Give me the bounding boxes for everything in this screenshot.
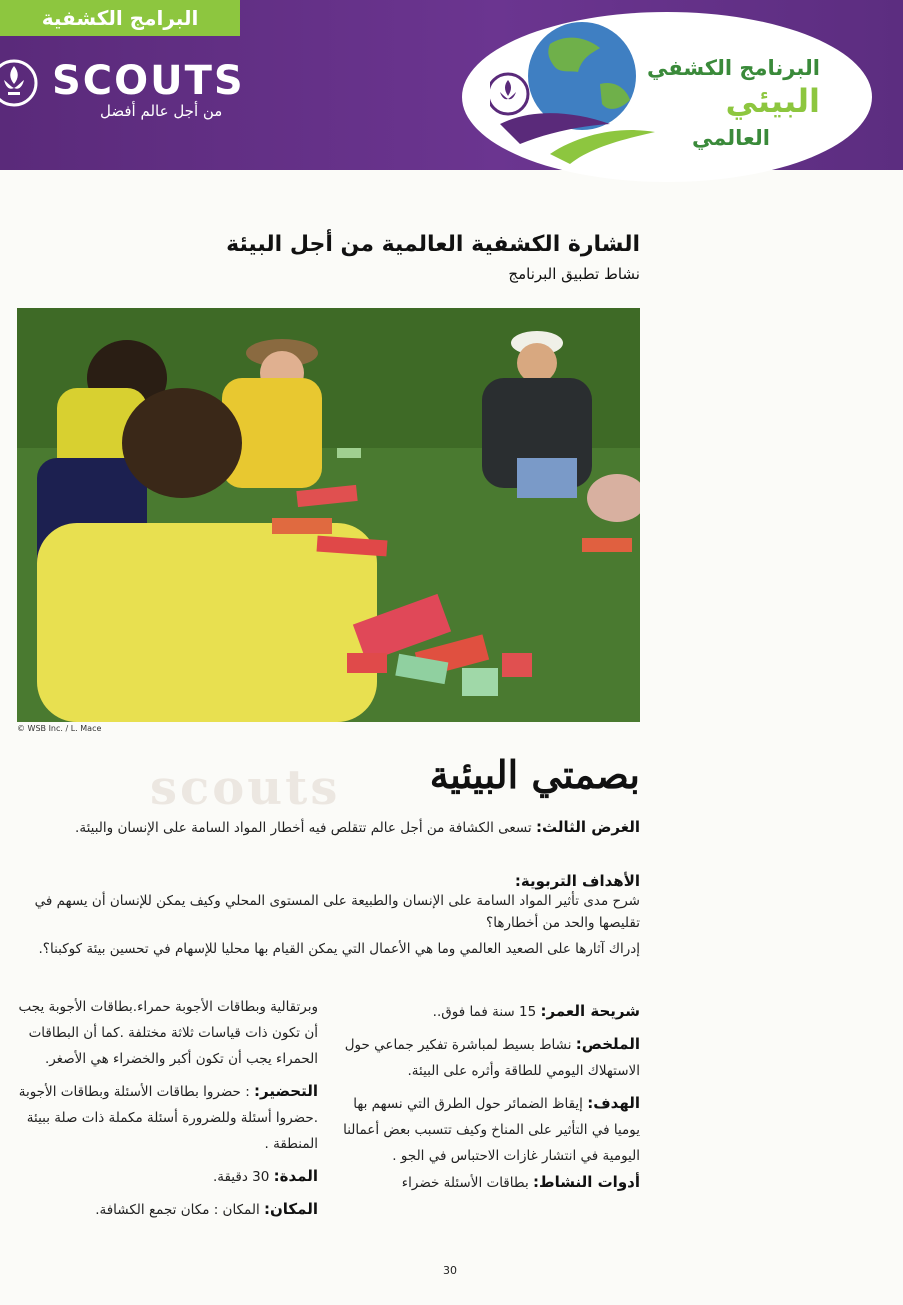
scouts-wordmark: SCOUTS <box>52 58 245 104</box>
summary-label: الملخص: <box>575 1035 640 1053</box>
program-title-line1: البرنامج الكشفي <box>647 56 820 80</box>
place-text: المكان : مكان تجمع الكشافة. <box>95 1202 260 1218</box>
right-column <box>335 998 640 1196</box>
age-label: شريحة العمر: <box>540 1002 640 1020</box>
scouts-tagline: من أجل عالم أفضل <box>100 102 223 120</box>
page-title: الشارة الكشفية العالمية من أجل البيئة <box>226 232 640 257</box>
photo-credit: © WSB Inc. / L. Mace <box>17 724 102 733</box>
globe-logo-icon <box>490 14 660 169</box>
age-text: 15 سنة فما فوق.. <box>432 1004 537 1020</box>
tools-continuation: وبرتقالية وبطاقات الأجوبة حمراء.بطاقات الأجوبة يجب أن تكون ذات قياسات ثلاثة مختلفة .كما أن البطاقات الحمراء يجب أن تكون أكبر والخضراء هي الأصغر. <box>18 999 318 1067</box>
goal-label: الهدف: <box>587 1094 640 1112</box>
purpose-text: تسعى الكشافة من أجل عالم تتقلص فيه أخطار المواد السامة على الإنسان والبيئة. <box>75 820 532 836</box>
activity-heading: بصمتي البيئية <box>429 752 640 797</box>
program-title-line2: البيئي <box>725 82 820 120</box>
prep-row <box>18 1078 318 1157</box>
purpose-paragraph <box>18 814 640 841</box>
summary-row <box>335 1031 640 1084</box>
summary-text: نشاط بسيط لمباشرة تفكير جماعي حول الاستهلاك اليومي للطاقة وأثره على البيئة. <box>344 1037 640 1079</box>
goal-item-1: شرح مدى تأثير المواد السامة على الإنسان والطبيعة على المستوى المحلي وكيف يمكن للإنسان أن يسهم في تقليصها والحد من أخطارها؟ <box>34 893 640 931</box>
scouts-fleur-de-lis-icon <box>0 58 38 108</box>
goal-item-2: إدراك آثارها على الصعيد العالمي وما هي الأعمال التي يمكن القيام بها محليا للإسهام في تحسين بيئة كوكبنا؟. <box>38 941 640 957</box>
age-row <box>335 998 640 1025</box>
tools-row <box>335 1169 640 1196</box>
place-row <box>18 1196 318 1223</box>
place-label: المكان: <box>264 1200 318 1218</box>
purpose-label: الغرض الثالث: <box>535 818 640 836</box>
program-title-line3: العالمي <box>691 126 770 150</box>
page-number: 30 <box>443 1264 457 1277</box>
tools-text: بطاقات الأسئلة خضراء <box>401 1175 529 1191</box>
duration-text: 30 دقيقة. <box>212 1169 270 1185</box>
section-tag: البرامج الكشفية <box>0 0 240 36</box>
tools-label: أدوات النشاط: <box>533 1173 640 1191</box>
goal-text: إيقاظ الضمائر حول الطرق التي نسهم بها يوميا في التأثير على المناخ وكيف تتسبب بعض أعمالنا اليومية في انتشار غازات الاحتباس في الجو . <box>343 1096 640 1164</box>
prep-label: التحضير: <box>254 1082 318 1100</box>
watermark-text: scouts <box>150 760 341 816</box>
page-subtitle: نشاط تطبيق البرنامج <box>508 265 640 283</box>
goal-row <box>335 1090 640 1169</box>
prep-text: : حضروا بطاقات الأسئلة وبطاقات الأجوبة .حضروا أسئلة وللضرورة أسئلة مكملة ذات صلة ببيئة المنطقة . <box>18 1084 318 1152</box>
scouts-group-photo-image <box>17 308 640 722</box>
duration-label: المدة: <box>273 1167 318 1185</box>
goals-label: الأهداف التربوية: <box>514 872 640 890</box>
left-column <box>18 994 318 1223</box>
activity-photo <box>17 308 640 722</box>
duration-row <box>18 1163 318 1190</box>
